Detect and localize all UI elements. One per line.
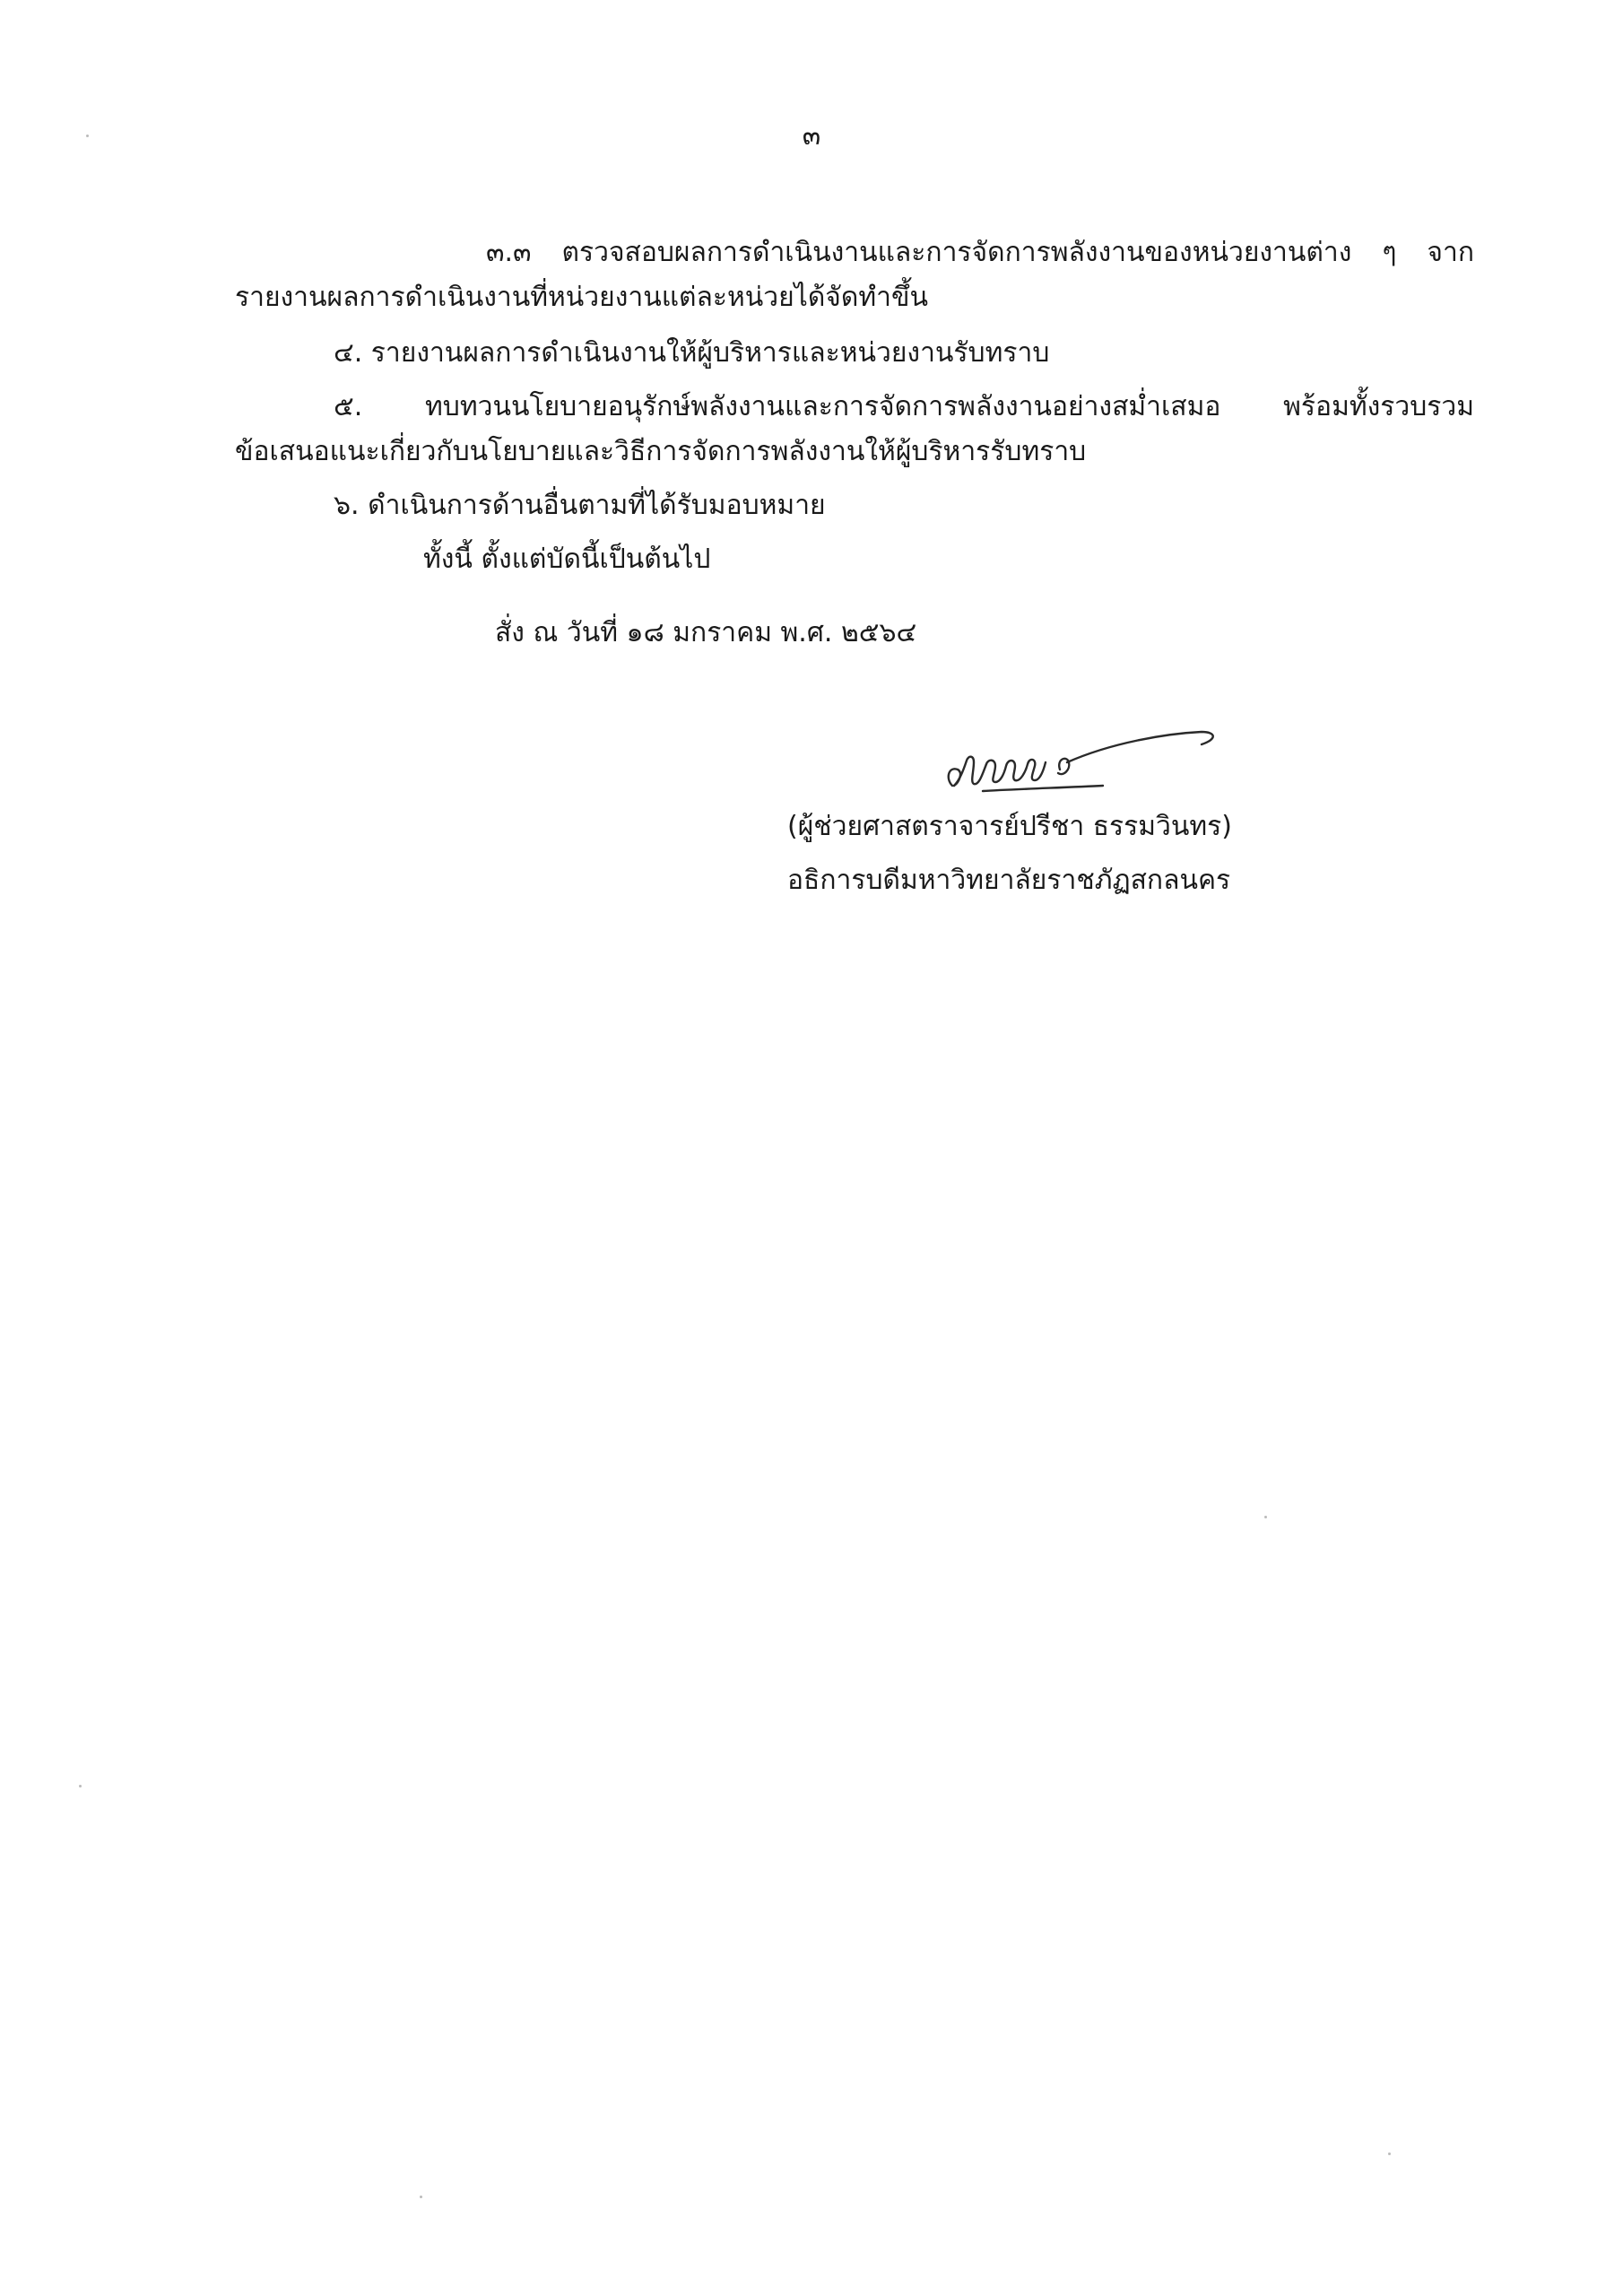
page-number: ๓ <box>802 120 821 152</box>
item-5-line2: ข้อเสนอแนะเกี่ยวกับนโยบายและวิธีการจัดการพลังงานให้ผู้บริหารรับทราบ <box>235 436 1087 467</box>
effective-date-text: ทั้งนี้ ตั้งแต่บัดนี้เป็นต้นไป <box>423 544 711 575</box>
signatory-position: อธิการบดีมหาวิทยาลัยราชภัฏสกลนคร <box>787 865 1231 896</box>
scan-speck <box>86 135 89 137</box>
item-3-3-line1: ๓.๓ ตรวจสอบผลการดำเนินงานและการจัดการพลังงานของหน่วยงานต่าง ๆ จาก <box>486 237 1474 268</box>
signatory-name: (ผู้ช่วยศาสตราจารย์ปรีชา ธรรมวินทร) <box>787 811 1232 842</box>
order-date: สั่ง ณ วันที่ ๑๘ มกราคม พ.ศ. ๒๕๖๔ <box>495 617 917 648</box>
item-4: ๔. รายงานผลการดำเนินงานให้ผู้บริหารและหน่วยงานรับทราบ <box>334 337 1050 369</box>
item-3-3-line2: รายงานผลการดำเนินงานที่หน่วยงานแต่ละหน่วยได้จัดทำขึ้น <box>235 282 928 313</box>
scan-speck <box>1264 1516 1267 1518</box>
scan-speck <box>1388 2152 1391 2155</box>
item-6: ๖. ดำเนินการด้านอื่นตามที่ได้รับมอบหมาย <box>334 490 826 521</box>
scan-speck <box>420 2196 422 2198</box>
scan-speck <box>79 1785 82 1787</box>
item-5-line1: ๕. ทบทวนนโยบายอนุรักษ์พลังงานและการจัดการพลังงานอย่างสม่ำเสมอ พร้อมทั้งรวบรวม <box>334 391 1474 422</box>
handwritten-signature <box>933 707 1219 805</box>
